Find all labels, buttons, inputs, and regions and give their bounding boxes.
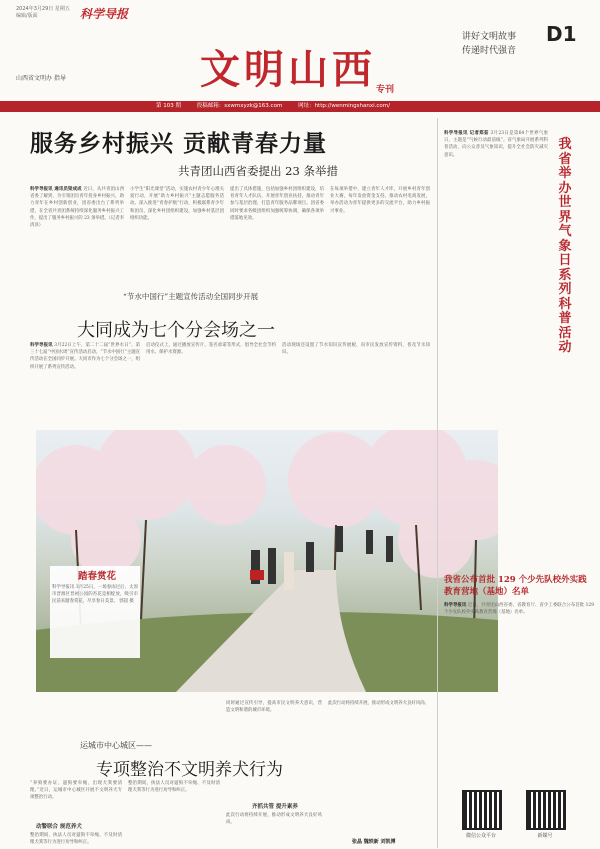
email-link[interactable]: 投稿邮箱：sxwmxyzk@163.com — [196, 103, 283, 109]
third-col-3: 同时通过宣传引导，提高市民文明养犬意识，营造文明和谐的城市环境。 — [226, 701, 322, 714]
issue-number: 第 103 期 — [156, 103, 181, 109]
sponsor-line: 山西省文明办 指导 — [16, 75, 66, 82]
editor-line: 编辑/版面 — [16, 13, 38, 19]
second-kicker: “节水中国行”主题宣传活动全国同步开展 — [123, 292, 259, 301]
lead-col-1-text: 近日，从共青团山西省委了解到，为引领团员青年投身乡村振兴，助力青年在乡村创新创业，团省委出台了系列举措，在全省共青团系统持续深化服务乡村振兴工作，提出了服务乡村振兴的 23 条举措。（记者李清泽） — [30, 187, 124, 229]
date-line: 2024年3月29日 星期五 — [16, 6, 70, 12]
third-col-4: 此次行动将持续开展，推动形成文明养犬良好风尚。 — [328, 701, 429, 706]
info-bar — [0, 101, 600, 112]
right-col-body-2 — [444, 602, 594, 772]
right-body-text: 3月23日是第64个世界气象日，主题是“气候行动最前线”。省气象局开展系列科普活动，向公众普及气象知识，提升全社会防灾减灾意识。 — [444, 131, 548, 158]
media-qr-code[interactable] — [526, 790, 566, 830]
title-text: 文明山西 — [200, 46, 376, 93]
third-subhead-1: 动警联合 规范养犬 — [36, 824, 82, 830]
right-col-body — [444, 130, 548, 570]
third-kicker: 运城市中心城区—— — [80, 741, 152, 750]
third-col-1b: 整治期间，执法人员对遛狗不牵绳、不及时清理犬粪等行为进行劝导和纠正。 — [30, 833, 122, 846]
page-title — [200, 38, 394, 95]
qr-label-1: 微信公众平台 — [465, 833, 496, 839]
web-link[interactable]: 网址：http://wenmingshanxi.com/ — [298, 103, 390, 109]
third-col-1: “养狗要办证，遛狗要牵绳，出现犬粪要清理。”近日，运城市中心城区开展不文明养犬专项整治行动。 — [30, 781, 122, 801]
lead-subheadline: 共青团山西省委提出 23 条举措 — [178, 164, 338, 178]
third-col-3b: 此次行动将持续开展，推动形成文明养犬良好风尚。 — [226, 813, 322, 826]
second-col-1-text: 3月22日上午，第二十二届“世界水日”、第三十七届“中国水周”宣传活动启动，“节水中国行”主题宣传活动在全国同步开展。大同市作为七个分会场之一，组织开展了系列宣传活动。 — [30, 343, 140, 370]
second-headline: 大同成为七个分会场之一 — [77, 320, 275, 341]
lead-col-2: 小学生“阳光课堂”活动，实施农村青少年心理关爱行动，开展“助力乡村振兴”主题志愿服务活动。深入推进“青春护航”行动，积极联系青少年和团员，深化乡村团组织建设，加强乡村基层团组织功能。 — [130, 187, 224, 221]
second-col-3: 活动现场还设置了节水知识宣传展板，向市民发放宣传资料，普及节水知识。 — [282, 343, 430, 356]
slogan — [462, 30, 516, 58]
photo-caption-text: 科学导报讯 3月25日，一场春雨过后，太原市晋源区晋祠公园的杏花竞相绽放，吸引市民前来踏春赏花，尽享春日美景。 郭超 摄 — [52, 585, 138, 605]
brand-logo: 科学导报 — [80, 7, 129, 21]
right-column-divider — [437, 118, 438, 848]
wechat-qr-code[interactable] — [462, 790, 502, 830]
slogan-line-2: 传递时代强音 — [462, 46, 517, 56]
third-reporters: 张晶 魏轶新 刘凯博 — [352, 839, 396, 845]
right-byline-2: 科学导报讯 — [444, 603, 467, 608]
title-suffix: 专刊 — [376, 85, 395, 95]
third-subhead-2: 齐抓共管 提升素养 — [252, 804, 298, 810]
third-col-2: 整治期间，执法人员对遛狗不牵绳、不及时清理犬粪等行为进行劝导和纠正。 — [128, 781, 220, 794]
lead-col-1 — [30, 186, 124, 280]
masthead-info — [16, 6, 70, 20]
lead-col-3: 提出了具体措施，包括加强乡村团组织建设，培育青年人才队伍，开展青年创业扶持，推动青年参与基层治理，打造青年服务品牌项目。团省委同时要求各级团组织加强统筹协调，确保各项举措落地见效。 — [230, 187, 324, 221]
slogan-line-1: 讲好文明故事 — [462, 32, 517, 42]
second-byline: 科学导报讯 — [30, 343, 53, 348]
right-byline: 科学导报讯 记者郑茹 — [444, 131, 489, 136]
right-vertical-title: 我省举办世界气象日系列科普活动 — [558, 137, 572, 355]
lead-byline: 科学导报讯 通讯员梁成成 — [30, 187, 82, 192]
qr-label-2: 新媒号 — [537, 833, 553, 839]
second-col-1 — [30, 342, 140, 422]
right-body-2-text: 近日，共青团山西省委、省教育厅、省少工委联合公布首批 129 个少先队校外实践教育营地（基地）名单。 — [444, 603, 594, 616]
lead-headline: 服务乡村振兴 贡献青春力量 — [30, 130, 328, 157]
right-red-title: 我省公布首批 129 个少先队校外实践教育营地（基地）名单 — [444, 575, 587, 597]
third-headline: 专项整治不文明养犬行为 — [96, 760, 283, 780]
second-col-2: 启动仪式上，通过播放宣传片、签名承诺等形式，倡导全社会节约用水、保护水资源。 — [146, 343, 276, 356]
lead-col-4: 在每项举措中，建立青年人才库，开展乡村青年创业大赛，每年发放资金支持。推动农村电商发展，举办活动为青年提供更多的交流平台，助力乡村振兴事业。 — [330, 187, 430, 214]
photo-caption-title: 踏春赏花 — [78, 571, 117, 582]
page-number: D1 — [546, 22, 577, 46]
